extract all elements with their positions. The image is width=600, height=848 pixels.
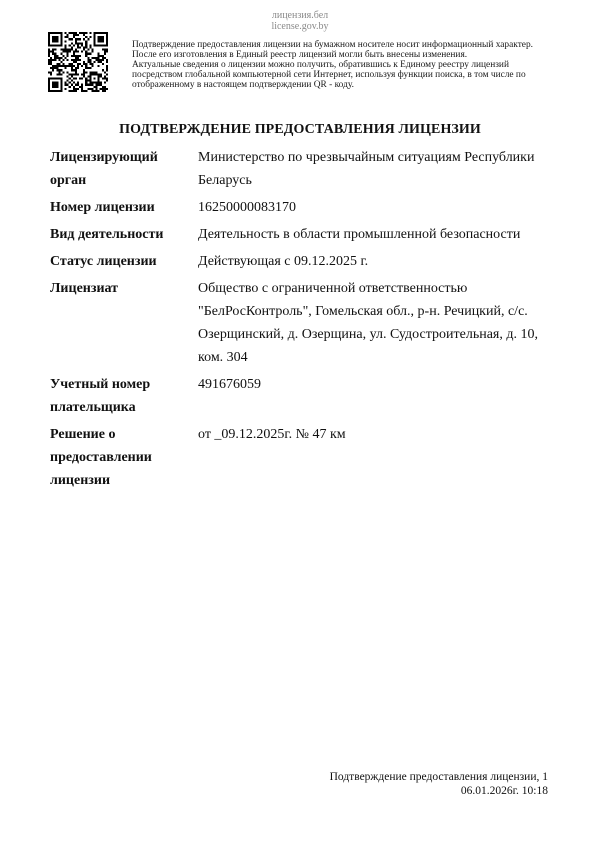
site-header: [0, 10, 600, 32]
label-line: лицензии: [50, 473, 111, 488]
label-line: Статус лицензии: [50, 254, 157, 269]
page-footer: [330, 770, 548, 798]
notice-line: Подтверждение предоставления лицензии на бумажном носителе носит информационный характер.: [132, 40, 533, 50]
field-license-number: [50, 196, 560, 223]
label-line: Учетный номер: [50, 377, 151, 392]
notice-line: посредством глобальной компьютерной сети Интернет, используя функции поиска, в том числе по: [132, 70, 526, 80]
field-label: [50, 250, 198, 277]
field-value: Действующая с 09.12.2025 г.: [198, 254, 369, 269]
field-license-status: [50, 250, 560, 277]
notice-line: После его изготовления в Единый реестр лицензий могли быть внесены изменения.: [132, 50, 468, 60]
field-value: Деятельность в области промышленной безопасности: [198, 227, 521, 242]
notice-line: отображенному в настоящем подтверждении QR - коду.: [132, 80, 354, 90]
label-line: предоставлении: [50, 450, 152, 465]
field-value: 16250000083170: [198, 200, 296, 215]
label-line: плательщика: [50, 400, 136, 415]
field-value: Министерство по чрезвычайным ситуациям Республики Беларусь: [198, 150, 535, 188]
field-license-decision: [50, 423, 560, 496]
document-title: ПОДТВЕРЖДЕНИЕ ПРЕДОСТАВЛЕНИЯ ЛИЦЕНЗИИ: [119, 122, 481, 137]
field-value: от _09.12.2025г. № 47 км: [198, 427, 346, 442]
field-licensing-authority: [50, 146, 560, 196]
label-line: Вид деятельности: [50, 227, 164, 242]
field-label: [50, 146, 198, 196]
field-licensee: [50, 277, 560, 373]
license-details-table: [50, 146, 560, 496]
label-line: Лицензирующий: [50, 150, 158, 165]
label-line: Номер лицензии: [50, 200, 155, 215]
information-notice: [132, 40, 572, 90]
field-value: Общество с ограниченной ответственностью "БелРосКонтроль", Гомельская обл., р-н. Речицкий, с/с. Озерщинский, д. Озерщина, ул. Судостроительная, д. 10, ком. 304: [198, 281, 538, 365]
field-value: 491676059: [198, 377, 261, 392]
field-activity-type: [50, 223, 560, 250]
field-taxpayer-number: [50, 373, 560, 423]
field-label: [50, 196, 198, 223]
notice-line: Актуальные сведения о лицензии можно получить, обратившись к Единому реестру лицензий: [132, 60, 509, 70]
field-label: [50, 277, 198, 373]
site-name-latin: license.gov.by: [271, 21, 329, 32]
field-label: [50, 423, 198, 496]
field-label: [50, 373, 198, 423]
site-name-cyrillic: лицензия.бел: [271, 10, 329, 21]
label-line: орган: [50, 173, 87, 188]
field-label: [50, 223, 198, 250]
label-line: Решение о: [50, 427, 116, 442]
label-line: Лицензиат: [50, 281, 119, 296]
footer-timestamp: 06.01.2026г. 10:18: [460, 785, 548, 797]
qr-code-icon: [48, 32, 108, 92]
footer-page-label: Подтверждение предоставления лицензии, 1: [329, 771, 548, 783]
